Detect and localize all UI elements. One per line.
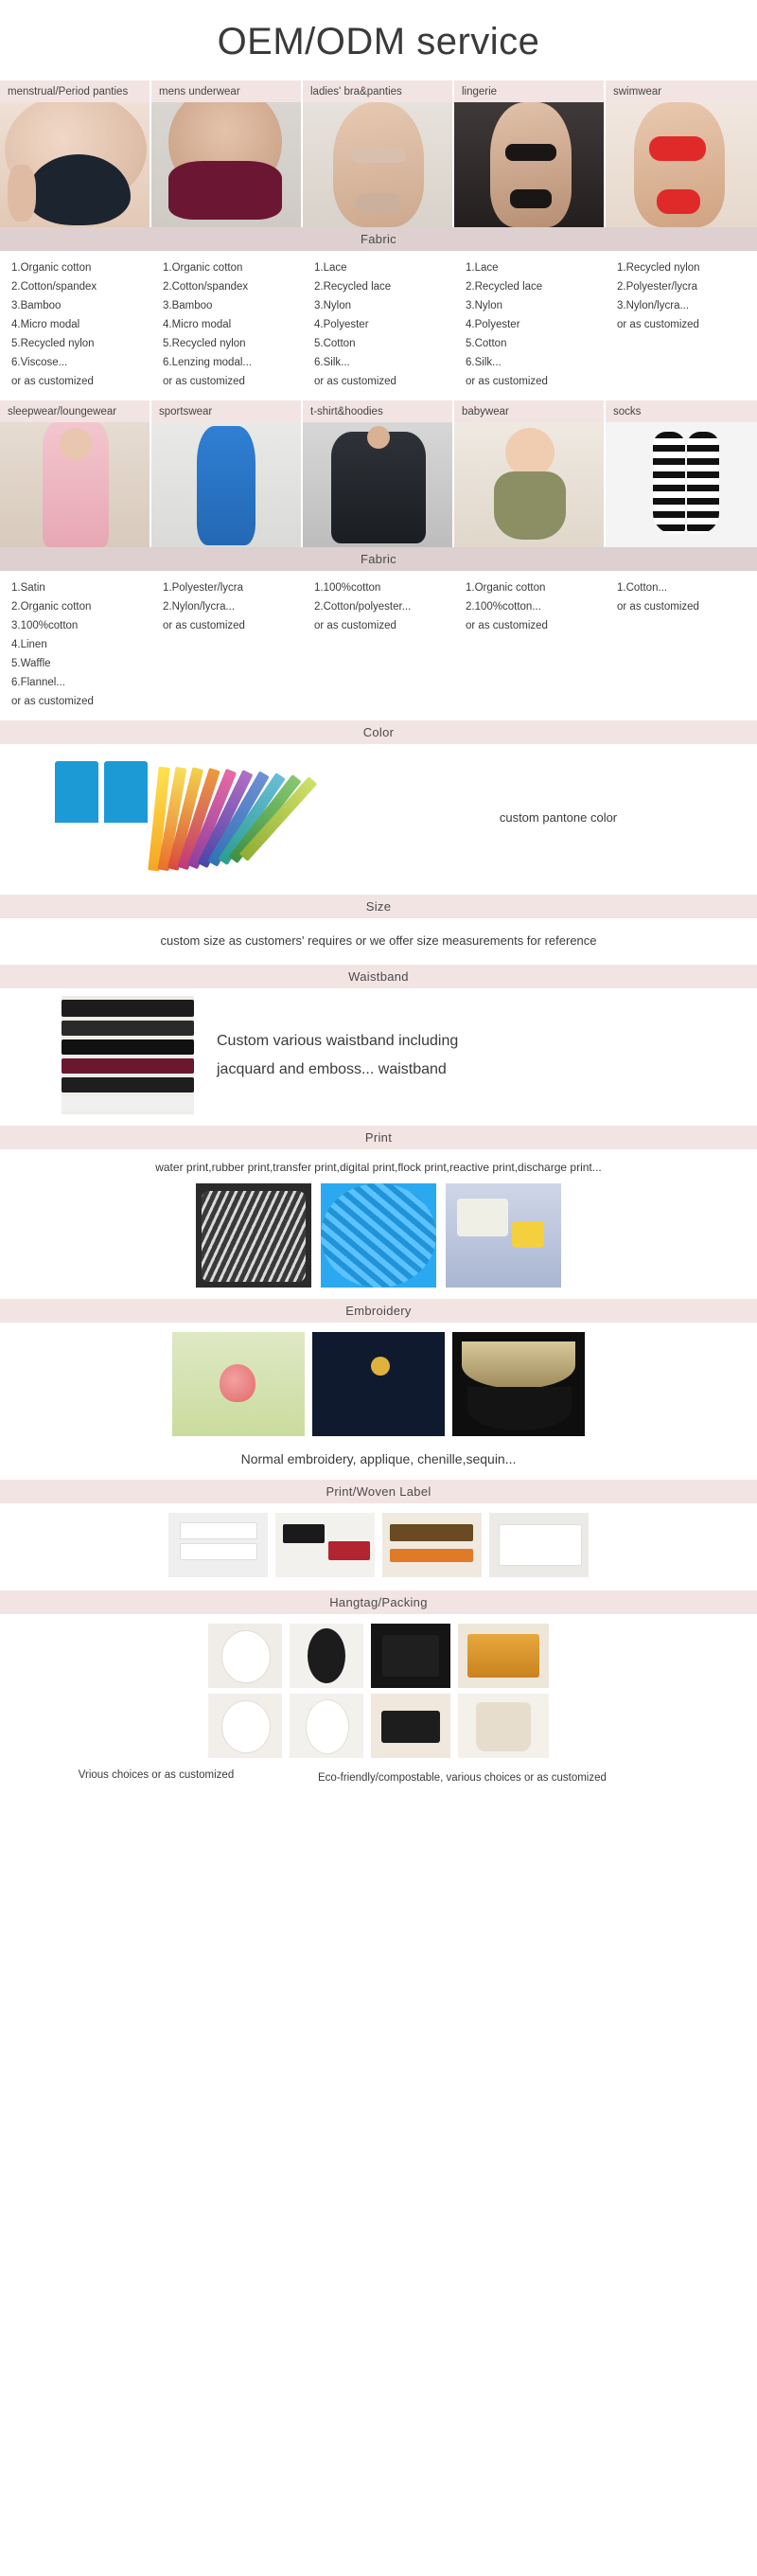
fabric-item: 4.Polyester [466,319,520,330]
fabric-item: 1.Lace [314,262,347,274]
fabric-item: 1.Cotton... [617,582,668,594]
fabric-item: 2.100%cotton... [466,601,541,613]
label-photo-3 [382,1513,482,1577]
print-description: water print,rubber print,transfer print,digital print,flock print,reactive print,discharge print... [155,1161,602,1174]
fabric-list [454,258,606,391]
product-photo-swimwear [606,102,757,227]
page-title: OEM/ODM service [217,21,540,62]
hangtag-header: Hangtag/Packing [0,1590,757,1614]
embroidery-photo-3 [452,1332,585,1436]
product-photo-period-panties [0,102,151,227]
fabric-list-row-1 [0,251,757,400]
color-section [0,744,757,895]
pantone-fan-photo [47,754,360,881]
fabric-item: or as customized [466,376,548,387]
print-photo-row [0,1183,757,1299]
fabric-list [0,258,151,391]
fabric-item: 1.Organic cotton [11,262,92,274]
fabric-item: 1.100%cotton [314,582,381,594]
product-image-row-2 [0,422,757,547]
fabric-item: 2.Nylon/lycra... [163,601,236,613]
fabric-item: 4.Micro modal [11,319,80,330]
fabric-item: 3.Nylon/lycra... [617,300,690,311]
fabric-item: 5.Recycled nylon [163,338,246,349]
fabric-list [303,578,454,711]
embroidery-photo-2 [312,1332,445,1436]
packaging-photo-box-logo [371,1694,450,1758]
product-photo-tshirt-hoodies [303,422,454,547]
hangtag-captions [0,1762,757,1802]
category-label: sportswear [151,400,303,422]
hangtag-column-3 [371,1624,450,1758]
hangtag-column-1 [208,1624,282,1758]
product-photo-mens-underwear [151,102,303,227]
fabric-header-1: Fabric [0,227,757,251]
hangtag-column-4 [458,1624,549,1758]
fabric-item: 6.Lenzing modal... [163,357,252,368]
fabric-item: 3.Bamboo [11,300,62,311]
print-photo-1 [196,1183,311,1288]
fabric-item: 2.Cotton/polyester... [314,601,412,613]
fabric-item: 5.Cotton [314,338,356,349]
waistband-section [0,988,757,1126]
fabric-item: or as customized [11,696,94,707]
category-label: swimwear [606,80,757,102]
waistband-header: Waistband [0,965,757,988]
fabric-item: 2.Recycled lace [466,281,543,293]
label-photo-2 [275,1513,375,1577]
waistband-description [194,1027,757,1084]
fabric-item: 4.Polyester [314,319,369,330]
fabric-item: or as customized [617,319,699,330]
fabric-item: 1.Lace [466,262,499,274]
category-label: menstrual/Period panties [0,80,151,102]
waistband-line-1: Custom various waistband including [217,1032,459,1049]
product-photo-ladies-bra-panties [303,102,454,227]
hangtag-photo-grid [0,1614,757,1762]
hangtag-photo-2 [208,1694,282,1758]
fabric-item: 3.100%cotton [11,620,79,631]
fabric-item: 5.Recycled nylon [11,338,95,349]
fabric-list-row-2 [0,571,757,720]
fabric-item: 3.Nylon [314,300,351,311]
print-header: Print [0,1126,757,1149]
fabric-item: 2.Organic cotton [11,601,92,613]
label-photo-4 [489,1513,589,1577]
hangtag-photo-4 [290,1694,363,1758]
fabric-item: 1.Organic cotton [163,262,243,274]
hangtag-column-2 [290,1624,363,1758]
category-label: mens underwear [151,80,303,102]
fabric-list [151,578,303,711]
fabric-item: 6.Viscose... [11,357,68,368]
embroidery-photo-1 [172,1332,305,1436]
product-photo-sleepwear [0,422,151,547]
category-label: sleepwear/loungewear [0,400,151,422]
fabric-list [303,258,454,391]
fabric-item: 6.Silk... [314,357,350,368]
fabric-list [454,578,606,711]
product-image-row-1 [0,102,757,227]
fabric-item: or as customized [314,376,396,387]
fabric-item: 4.Linen [11,639,47,650]
color-description: custom pantone color [499,810,618,825]
label-photo-row [0,1503,757,1590]
label-header: Print/Woven Label [0,1480,757,1503]
embroidery-header: Embroidery [0,1299,757,1323]
fabric-item: 4.Micro modal [163,319,232,330]
product-photo-babywear [454,422,606,547]
category-row-2 [0,400,757,422]
fabric-item: 1.Recycled nylon [617,262,700,274]
fabric-item: 6.Silk... [466,357,502,368]
packaging-photo-mailer [371,1624,450,1688]
packaging-photo-gift-box [458,1624,549,1688]
color-header: Color [0,720,757,744]
fabric-item: or as customized [11,376,94,387]
fabric-item: 5.Waffle [11,658,51,669]
category-row-1 [0,80,757,102]
size-header: Size [0,895,757,918]
fabric-list [0,578,151,711]
category-label: socks [606,400,757,422]
hangtag-caption-right: Eco-friendly/compostable, various choices or as customized [318,1772,607,1784]
fabric-item: 3.Nylon [466,300,502,311]
fabric-list [151,258,303,391]
fabric-list [606,578,757,711]
hangtag-photo-1 [208,1624,282,1688]
fabric-item: or as customized [163,376,245,387]
fabric-item: or as customized [466,620,548,631]
category-label: babywear [454,400,606,422]
fabric-item: or as customized [314,620,396,631]
product-photo-socks [606,422,757,547]
category-label: lingerie [454,80,606,102]
hangtag-caption-left: Vrious choices or as customized [78,1769,235,1781]
fabric-item: 2.Recycled lace [314,281,392,293]
fabric-item: 5.Cotton [466,338,507,349]
fabric-item: or as customized [163,620,245,631]
category-label: t-shirt&hoodies [303,400,454,422]
fabric-item: 3.Bamboo [163,300,213,311]
fabric-item: 2.Cotton/spandex [163,281,249,293]
fabric-item: 2.Polyester/lycra [617,281,698,293]
packaging-photo-dust-bag [458,1694,549,1758]
fabric-item: or as customized [617,601,699,613]
print-photo-2 [321,1183,436,1288]
embroidery-photo-row [0,1323,757,1444]
print-photo-3 [446,1183,561,1288]
waistband-line-2: jacquard and emboss... waistband [217,1060,447,1077]
waistband-photo [62,996,194,1114]
label-photo-1 [168,1513,268,1577]
fabric-item: 2.Cotton/spandex [11,281,97,293]
product-photo-lingerie [454,102,606,227]
embroidery-description: Normal embroidery, applique, chenille,sequin... [240,1451,517,1466]
category-label: ladies' bra&panties [303,80,454,102]
size-description: custom size as customers' requires or we offer size measurements for reference [160,933,597,948]
fabric-header-2: Fabric [0,547,757,571]
product-photo-sportswear [151,422,303,547]
fabric-item: 1.Satin [11,582,45,594]
hangtag-photo-3 [290,1624,363,1688]
fabric-item: 1.Polyester/lycra [163,582,244,594]
fabric-list [606,258,757,391]
fabric-item: 6.Flannel... [11,677,65,688]
fabric-item: 1.Organic cotton [466,582,546,594]
